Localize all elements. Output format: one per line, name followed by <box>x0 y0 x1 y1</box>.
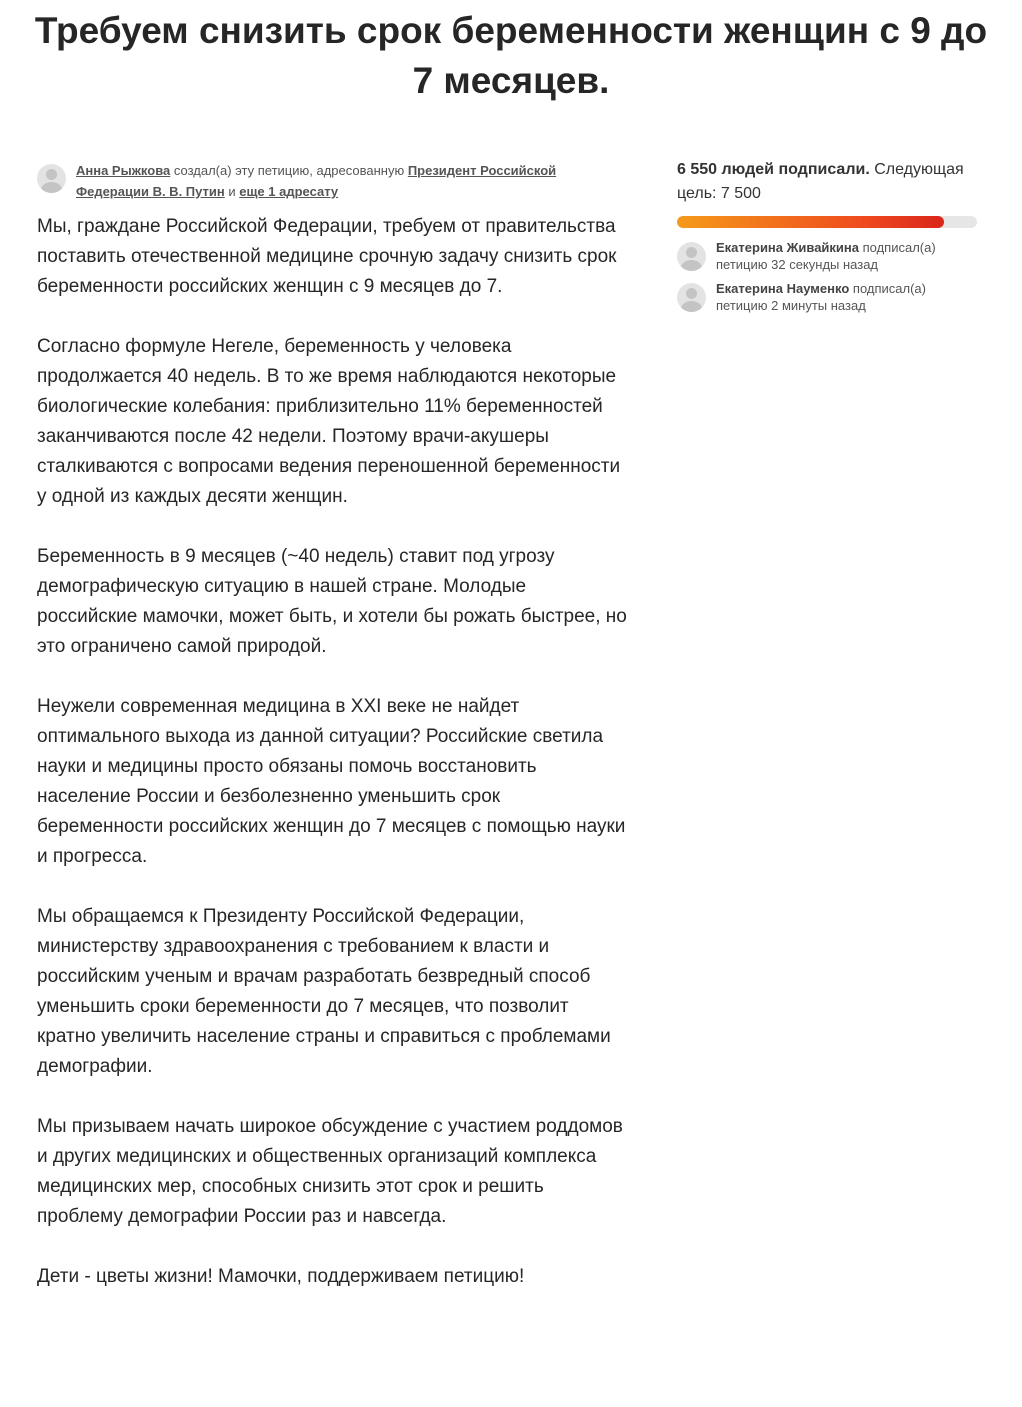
petition-paragraph: Дети - цветы жизни! Мамочки, поддерживаем петицию! <box>37 1266 525 1287</box>
petition-title: Требуем снизить срок беременности женщин с 9 до 7 месяцев. <box>34 10 988 101</box>
more-recipients-link[interactable]: еще 1 адресату <box>239 184 339 199</box>
petition-paragraph: Мы призываем начать широкое обсуждение с участием роддомов и других медицинских и общественных организаций комплекса медицинских мер, способных снизить этот срок и решить проблему демографии России раз и навсегда. <box>37 1116 623 1227</box>
created-text: создал(а) эту петицию, адресованную <box>170 163 408 178</box>
signatures-sidebar <box>677 158 977 319</box>
petition-paragraph: Неужели современная медицина в XXI веке не найдет оптимального выхода из данной ситуации? Российские светила науки и медицины просто обязаны помочь восстановить население России и безболезненно уменьшить срок беременности российских женщин до 7 месяцев с помощью науки и прогресса. <box>37 696 626 867</box>
signature-progress-bar <box>677 216 977 228</box>
petition-paragraph: Мы, граждане Российской Федерации, требуем от правительства поставить отечественной медицине срочную задачу снизить срок беременности российских женщин с 9 месяцев до 7. <box>37 216 617 297</box>
signer-name: Екатерина Науменко <box>716 281 850 296</box>
signer-action: подписал(а) петицию 2 минуты назад <box>716 281 926 313</box>
signature-count-bold: 6 550 людей подписали. <box>677 161 870 178</box>
recipient-link[interactable]: Президент Российской Федерации В. В. Путин <box>76 163 557 199</box>
signer-action: подписал(а) петицию 32 секунды назад <box>716 240 936 272</box>
signature-count <box>677 158 977 206</box>
petition-body <box>37 212 627 1322</box>
signature-progress-fill <box>677 216 944 228</box>
petition-paragraph: Беременность в 9 месяцев (~40 недель) ставит под угрозу демографическую ситуацию в нашей стране. Молодые российские мамочки, может быть, и хотели бы рожать быстрее, но это ограничено самой природой. <box>37 546 627 657</box>
signer-avatar-icon <box>677 242 706 271</box>
signer-name: Екатерина Живайкина <box>716 240 859 255</box>
author-link[interactable]: Анна Рыжкова <box>76 163 171 178</box>
recent-signer <box>677 278 977 319</box>
signature-goal: Следующая цель: 7 500 <box>677 161 964 202</box>
and-text: и <box>224 184 240 199</box>
recent-signer <box>677 237 977 278</box>
signer-text <box>716 239 976 273</box>
author-avatar-icon <box>37 164 66 193</box>
signer-avatar-icon <box>677 283 706 312</box>
signer-text <box>716 280 976 314</box>
petition-paragraph: Согласно формуле Негеле, беременность у человека продолжается 40 недель. В то же время наблюдаются некоторые биологические колебания: приблизительно 11% беременностей заканчиваются после 42 недели. Поэтому врачи-акушеры сталкиваются с вопросами ведения переношенной беременности у одной из каждых десяти женщин. <box>37 336 621 507</box>
petition-paragraph: Мы обращаемся к Президенту Российской Федерации, министерству здравоохранения с требованием к власти и российским ученым и врачам разработать безвредный способ уменьшить сроки беременности до 7 месяцев, что позволит кратно увеличить население страны и справиться с проблемами демографии. <box>37 906 611 1077</box>
author-info <box>76 160 576 202</box>
